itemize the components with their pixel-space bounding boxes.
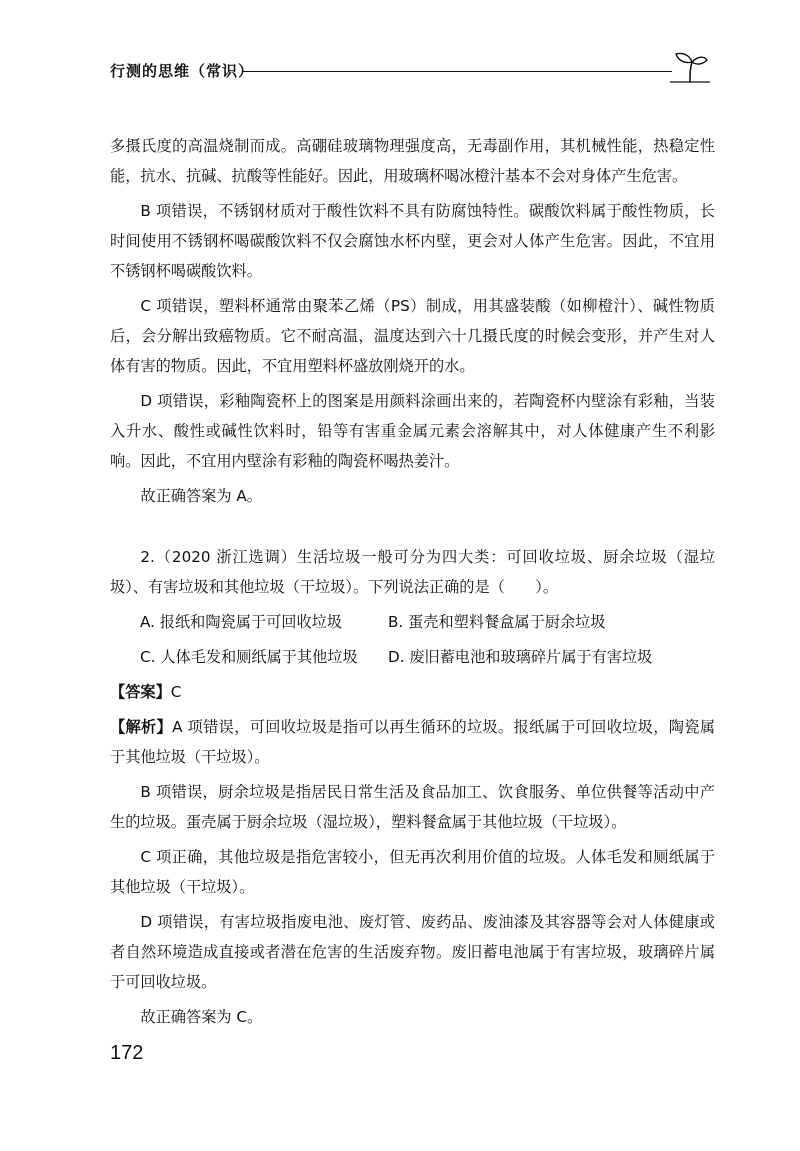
paragraph-answer: 故正确答案为 A。 (140, 487, 262, 505)
options-row-1 (110, 607, 715, 637)
analysis-d: D 项错误，有害垃圾指废电池、废灯管、废药品、废油漆及其容器等会对人体健康或者自然环境造成直接或者潜在危害的生活废弃物。废旧蓄电池属于有害垃圾，玻璃碎片属于可回收垃圾。 (110, 913, 715, 991)
page-number: 172 (110, 1042, 144, 1064)
paragraph-option-c: C 项错误，塑料杯通常由聚苯乙烯（PS）制成，用其盛装酸（如柳橙汁）、碱性物质后，会分解出致癌物质。它不耐高温，温度达到六十几摄氏度的时候会变形，并产生对人体有害的物质。因此，不宜用塑料杯盛放刚烧开的水。 (110, 297, 715, 375)
analysis-label: 【解析】 (110, 718, 173, 736)
analysis-a (110, 712, 715, 772)
answer-value: C (170, 683, 182, 701)
analysis-b: B 项错误，厨余垃圾是指居民日常生活及食品加工、饮食服务、单位供餐等活动中产生的垃圾。蛋壳属于厨余垃圾（湿垃圾），塑料餐盒属于其他垃圾（干垃圾）。 (110, 783, 715, 831)
paragraph-continued: 多摄氏度的高温烧制而成。高硼硅玻璃物理强度高，无毒副作用，其机械性能，热稳定性能，抗水、抗碱、抗酸等性能好。因此，用玻璃杯喝冰橙汁基本不会对身体产生危害。 (110, 137, 715, 185)
page-body (110, 131, 715, 1032)
answer-line (110, 677, 715, 707)
option-b: B. 蛋壳和塑料餐盒属于厨余垃圾 (388, 613, 606, 631)
paragraph-option-d: D 项错误，彩釉陶瓷杯上的图案是用颜料涂画出来的，若陶瓷杯内壁涂有彩釉，当装入升水、酸性或碱性饮料时，铅等有害重金属元素会溶解其中，对人体健康产生不利影响。因此，不宜用内壁涂有彩釉的陶瓷杯喝热姜汁。 (110, 392, 715, 470)
header-title: 行测的思维（常识） (110, 62, 255, 80)
question-spacer (110, 511, 715, 542)
conclusion: 故正确答案为 C。 (140, 1008, 263, 1026)
header-rule (242, 71, 672, 72)
analysis-a-text: A 项错误，可回收垃圾是指可以再生循环的垃圾。报纸属于可回收垃圾，陶瓷属于其他垃圾（干垃圾）。 (110, 718, 716, 766)
running-header (110, 60, 710, 90)
option-d: D. 废旧蓄电池和玻璃碎片属于有害垃圾 (388, 648, 653, 666)
options-row-2 (110, 642, 715, 672)
answer-label: 【答案】 (110, 683, 171, 701)
paragraph-option-b: B 项错误，不锈钢材质对于酸性饮料不具有防腐蚀特性。碳酸饮料属于酸性物质，长时间使用不锈钢杯喝碳酸饮料不仅会腐蚀水杯内壁，更会对人体产生危害。因此，不宜用不锈钢杯喝碳酸饮料。 (110, 202, 715, 280)
sprout-icon (670, 50, 710, 84)
option-c: C. 人体毛发和厕纸属于其他垃圾 (140, 648, 358, 666)
question-stem: 2.（2020 浙江选调）生活垃圾一般可分为四大类：可回收垃圾、厨余垃圾（湿垃圾）、有害垃圾和其他垃圾（干垃圾）。下列说法正确的是（ ）。 (110, 548, 715, 596)
option-a: A. 报纸和陶瓷属于可回收垃圾 (140, 613, 343, 631)
analysis-c: C 项正确，其他垃圾是指危害较小，但无再次利用价值的垃圾。人体毛发和厕纸属于其他垃圾（干垃圾）。 (110, 848, 715, 896)
